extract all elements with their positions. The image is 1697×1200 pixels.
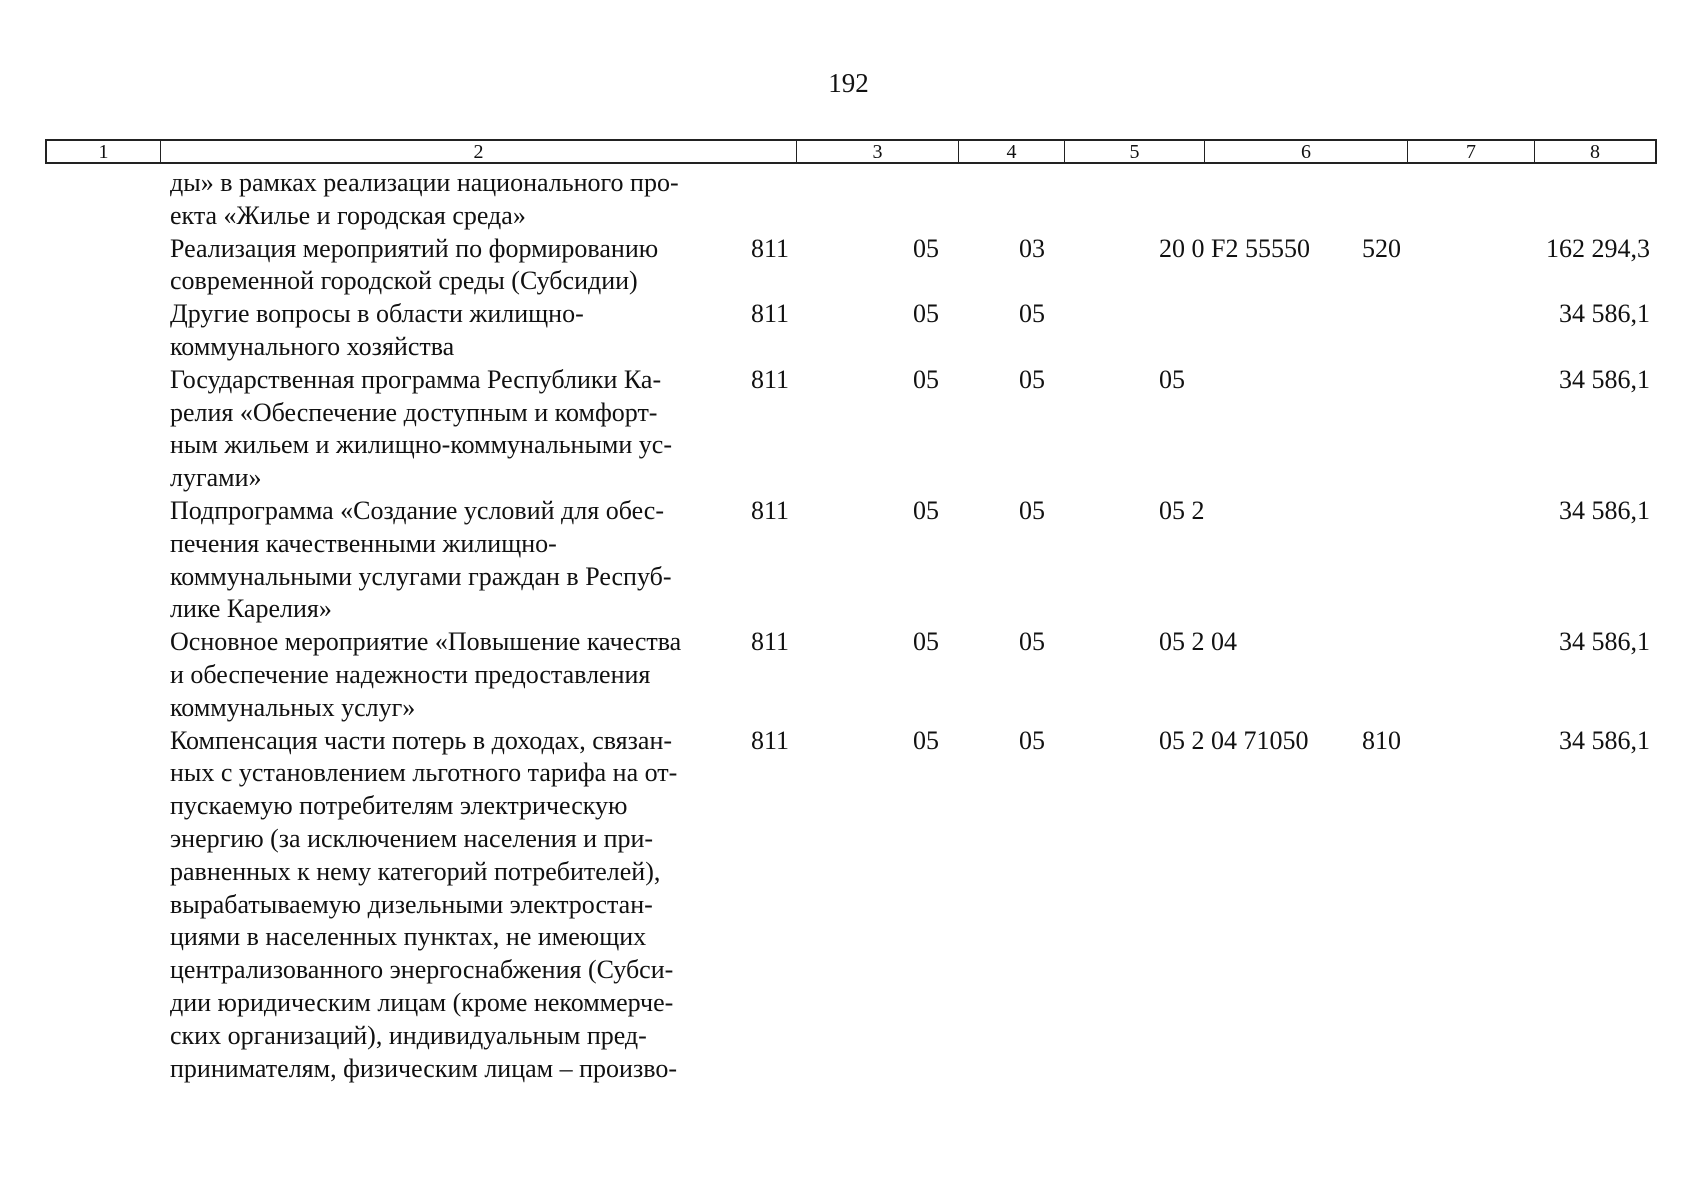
cell-col-6 bbox=[1159, 167, 1362, 233]
cell-col-1 bbox=[0, 626, 114, 724]
table-body bbox=[0, 167, 1697, 1085]
cell-name: Другие вопросы в области жилищно- коммунального хозяйства bbox=[170, 299, 584, 361]
cell-col-3: 811 bbox=[751, 299, 790, 329]
cell-name: Основное мероприятие «Повышение качества и обеспечение надежности предоставления коммунальных услуг» bbox=[170, 627, 682, 722]
cell-amount: 34 586,1 bbox=[1559, 725, 1650, 755]
cell-col-3: 811 bbox=[751, 495, 790, 525]
cell-col-4 bbox=[913, 167, 1019, 233]
cell-col-5: 05 bbox=[1019, 299, 1045, 329]
cell-col-6: 05 bbox=[1159, 364, 1185, 394]
cell-amount: 34 586,1 bbox=[1559, 495, 1650, 525]
cell-col-5: 03 bbox=[1019, 233, 1045, 263]
cell-col-7 bbox=[1362, 495, 1489, 626]
table-header-row bbox=[45, 139, 1657, 164]
cell-name: Подпрограмма «Создание условий для обес- печения качественными жилищно- коммунальными услугами граждан в Респуб- лике Карелия» bbox=[170, 495, 672, 624]
table-row bbox=[0, 626, 1697, 724]
header-col-6: 6 bbox=[1205, 141, 1408, 162]
cell-col-4: 05 bbox=[913, 627, 939, 657]
cell-amount: 34 586,1 bbox=[1559, 299, 1650, 329]
cell-col-7: 810 bbox=[1362, 725, 1401, 755]
cell-col-3: 811 bbox=[751, 627, 790, 657]
header-col-8: 8 bbox=[1590, 141, 1600, 163]
cell-amount: 162 294,3 bbox=[1546, 233, 1650, 263]
header-col-4: 4 bbox=[959, 141, 1065, 162]
table-row bbox=[0, 725, 1697, 1086]
page-number: 192 bbox=[828, 68, 869, 98]
cell-col-3: 811 bbox=[751, 364, 790, 394]
cell-col-4: 05 bbox=[913, 364, 939, 394]
cell-amount: 34 586,1 bbox=[1559, 364, 1650, 394]
cell-col-5: 05 bbox=[1019, 495, 1045, 525]
cell-col-4: 05 bbox=[913, 233, 939, 263]
cell-col-1 bbox=[0, 725, 114, 1086]
cell-amount bbox=[1489, 167, 1662, 233]
cell-col-5: 05 bbox=[1019, 364, 1045, 394]
table-row bbox=[0, 167, 1697, 233]
cell-name: ды» в рамках реализации национального про- екта «Жилье и городская среда» bbox=[170, 168, 679, 230]
cell-name: Государственная программа Республики Ка- релия «Обеспечение доступным и комфорт- ным жильем и жилищно-коммунальными ус- лугами» bbox=[170, 364, 672, 493]
cell-col-4: 05 bbox=[913, 299, 939, 329]
header-col-3: 3 bbox=[797, 141, 959, 162]
table-row bbox=[0, 495, 1697, 626]
cell-col-5 bbox=[1019, 167, 1159, 233]
cell-col-3: 811 bbox=[751, 233, 790, 263]
cell-col-1 bbox=[0, 167, 114, 233]
cell-col-3: 811 bbox=[751, 725, 790, 755]
cell-col-4: 05 bbox=[913, 725, 939, 755]
cell-col-7 bbox=[1362, 626, 1489, 724]
table-row bbox=[0, 233, 1697, 299]
cell-col-5: 05 bbox=[1019, 725, 1045, 755]
cell-col-7: 520 bbox=[1362, 233, 1401, 263]
cell-col-6: 05 2 04 bbox=[1159, 627, 1237, 657]
cell-col-6: 05 2 04 71050 bbox=[1159, 725, 1309, 755]
cell-name: Реализация мероприятий по формированию современной городской среды (Субсидии) bbox=[170, 233, 659, 296]
header-col-1: 1 bbox=[47, 141, 161, 162]
table-row bbox=[0, 298, 1697, 364]
table-row bbox=[0, 364, 1697, 495]
cell-col-1 bbox=[0, 364, 114, 495]
cell-col-1 bbox=[0, 495, 114, 626]
cell-col-1 bbox=[0, 233, 114, 299]
header-col-7: 7 bbox=[1408, 141, 1535, 162]
cell-col-6 bbox=[1159, 298, 1362, 364]
cell-col-5: 05 bbox=[1019, 627, 1045, 657]
cell-col-7 bbox=[1362, 167, 1489, 233]
cell-col-6: 20 0 F2 55550 bbox=[1159, 233, 1310, 263]
header-col-5: 5 bbox=[1065, 141, 1205, 162]
cell-col-1 bbox=[0, 298, 114, 364]
cell-amount: 34 586,1 bbox=[1559, 627, 1650, 657]
header-col-2: 2 bbox=[161, 141, 797, 162]
cell-col-7 bbox=[1362, 298, 1489, 364]
cell-name: Компенсация части потерь в доходах, связан- ных с установлением льготного тарифа на от- пускаемую потребителям электрическую энергию (за исключением населения и при- равненных к нему категорий потребителей), вырабатываемую дизельными электростан- циями в населенных пунктах, не имеющих централизованного энергоснабжения (Субси- дии юридическим лицам (кроме некоммерче- ских организаций), индивидуальным пред- принимателям, физическим лицам – произво- bbox=[170, 725, 678, 1083]
cell-col-6: 05 2 bbox=[1159, 495, 1205, 525]
cell-col-7 bbox=[1362, 364, 1489, 495]
cell-col-3 bbox=[751, 167, 913, 233]
cell-col-4: 05 bbox=[913, 495, 939, 525]
